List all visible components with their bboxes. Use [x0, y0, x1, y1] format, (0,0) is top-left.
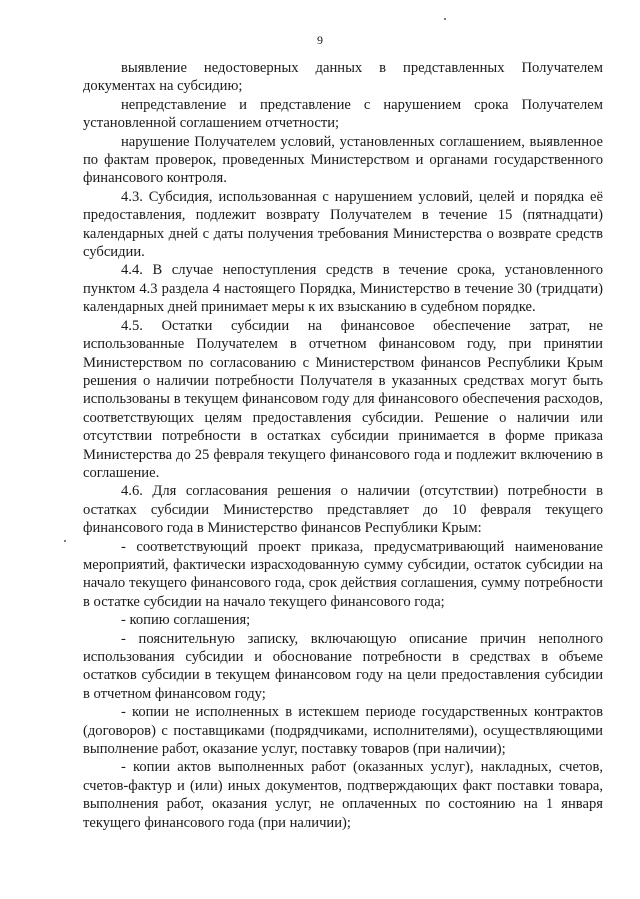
paragraph-4-5: 4.5. Остатки субсидии на финансовое обеспечение затрат, не использованные Получателем в отчетном финансовом году, при принятии Министерством по согласованию с Министерством финансов Республики Крым решения о наличии потребности Получателя в указанных средствах могут быть использованы в текущем финансовом году для финансового обеспечения расходов, соответствующих целям предоставления субсидии. Решение о наличии или отсутствии потребности в остатках субсидии принимается в форме приказа Министерства до 25 февраля текущего финансового года и подлежит включению в соглашение.: [83, 317, 603, 481]
scan-speck: [444, 18, 446, 20]
paragraph: выявление недостоверных данных в представленных Получателем документах на субсидию;: [83, 60, 603, 95]
paragraph-4-3: 4.3. Субсидия, использованная с нарушением условий, целей и порядка её предоставления, подлежит возврату Получателем в течение 15 (пятнадцати) календарных дней с даты получения требования Министерства о возврате средств субсидии.: [83, 188, 603, 261]
paragraph: нарушение Получателем условий, установленных соглашением, выявленное по фактам проверок, проведенных Министерством и органами государственного финансового контроля.: [83, 133, 603, 187]
paragraph-4-6: 4.6. Для согласования решения о наличии (отсутствии) потребности в остатках субсидии Министерство представляет до 10 февраля текущего финансового года в Министерство финансов Республики Крым:: [83, 483, 603, 537]
document-body: [83, 59, 603, 832]
list-item: - копию соглашения;: [121, 612, 251, 629]
page-number: 9: [317, 33, 323, 47]
list-item: - соответствующий проект приказа, предусматривающий наименование мероприятий, фактически израсходованную сумму субсидии, остаток субсидии на начало текущего финансового года, срок действия соглашения, сумму потребности в остатке субсидии на начало текущего финансового года;: [83, 538, 603, 610]
paragraph-4-4: 4.4. В случае непоступления средств в течение срока, установленного пунктом 4.3 раздела 4 настоящего Порядка, Министерство в течение 30 (тридцати) календарных дней принимает меры к их взысканию в судебном порядке.: [83, 262, 603, 316]
scan-speck: [64, 540, 66, 542]
list-item: - пояснительную записку, включающую описание причин неполного использования субсидии и обоснование потребности в средствах в объеме остатков субсидии в текущем финансовом году на цели предоставления субсидии в отчетном финансовом году;: [83, 630, 603, 702]
list-item: - копии актов выполненных работ (оказанных услуг), накладных, счетов, счетов-фактур и (или) иных документов, подтверждающих факт поставки товара, выполнения работ, оказания услуг, не оплаченных по состоянию на 1 января текущего финансового года (при наличии);: [83, 759, 603, 831]
list-item: - копии не исполненных в истекшем периоде государственных контрактов (договоров) с поставщиками (подрядчиками, исполнителями), осуществляющими выполнение работ, оказание услуг, поставку товаров (при наличии);: [83, 704, 603, 758]
paragraph: непредставление и представление с нарушением срока Получателем установленной соглашением отчетности;: [83, 96, 603, 132]
